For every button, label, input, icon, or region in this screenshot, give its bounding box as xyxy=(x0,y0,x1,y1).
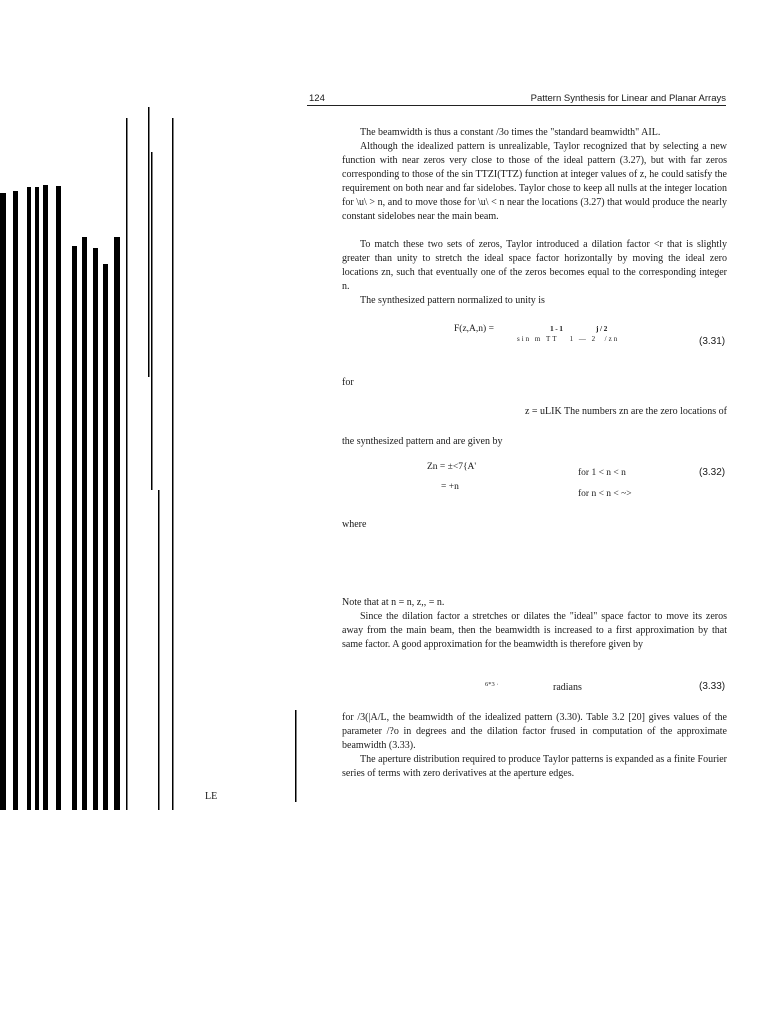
paragraph-beamwidth: The beamwidth is thus a constant /3o times the "standard beamwidth" AIL. xyxy=(360,127,661,138)
equation-3-31-lhs: F(z,A,n) = xyxy=(454,324,494,334)
scan-bar xyxy=(103,264,108,810)
equation-3-32-condition2: for n < n < ~> xyxy=(578,489,632,499)
equation-3-32-condition1: for 1 < n < n xyxy=(578,468,626,478)
scan-bar xyxy=(72,246,77,810)
paragraph-synthesized-pattern: The synthesized pattern normalized to unity is xyxy=(360,295,545,306)
scan-bar xyxy=(56,186,61,810)
scan-bar xyxy=(13,191,18,810)
scan-line xyxy=(151,152,153,490)
scan-bar xyxy=(93,248,98,810)
paragraph-dilation-factor: To match these two sets of zeros, Taylor introduced a dilation factor <r that is slightly greater than unity to stretch the ideal space factor horizontally by moving the ideal zero locations zn, such that eventually one of the zeros becomes equal to the corresponding integer n. xyxy=(342,239,727,293)
equation-3-33-unit: radians xyxy=(553,682,582,693)
equation-3-31-top1: 1-1 xyxy=(550,324,565,333)
scan-bar xyxy=(82,237,87,810)
equation-number-3-31: (3.31) xyxy=(699,336,726,347)
scan-line xyxy=(126,118,128,810)
word-where: where xyxy=(342,519,367,530)
equation-3-33-fragment: 6*3 · xyxy=(485,681,499,688)
scan-bar xyxy=(35,187,39,810)
margin-text: LE xyxy=(205,791,218,802)
scan-bar xyxy=(0,193,6,810)
equation-number-3-32: (3.32) xyxy=(699,467,726,478)
scan-bar xyxy=(27,187,31,810)
scan-line xyxy=(295,710,297,802)
paragraph-table-reference: for /3(|A/L, the beamwidth of the idealized pattern (3.30). Table 3.2 [20] gives values of the parameter /?o in degrees and the dilation factor frused in computation of the approximate beamwidth (3.33). xyxy=(342,712,727,752)
scan-bar xyxy=(114,237,120,810)
running-title: Pattern Synthesis for Linear and Planar Arrays xyxy=(530,93,726,104)
scan-bar xyxy=(43,185,48,810)
header-rule xyxy=(307,105,726,106)
paragraph-taylor-zeros: Although the idealized pattern is unrealizable, Taylor recognized that by selecting a new function with near zeros very close to those of the ideal pattern (3.27), but with far zeros corresponding to those of the sin TTZI(TTZ) function at integer values of z, he could satisfy the requirement on both near and far sidelobes. Taylor chose to keep all nulls at the integer location for \u\ > n, and to move those for \u\ < n near the locations (3.27) that would produce the nearly constant sidelobes near the main beam. xyxy=(342,141,727,223)
scan-line xyxy=(172,118,174,810)
page-number: 124 xyxy=(309,93,325,104)
scan-line xyxy=(158,490,160,810)
word-for: for xyxy=(342,377,354,388)
paragraph-given-by: the synthesized pattern and are given by xyxy=(342,436,503,447)
equation-3-32-line1: Zn = ±<7{A' xyxy=(427,462,477,472)
paragraph-note: Note that at n = n, z,, = n. xyxy=(342,597,445,608)
zero-locations-line: z = uLIK The numbers zn are the zero locations of xyxy=(524,406,727,417)
paragraph-aperture-distribution: The aperture distribution required to produce Taylor patterns is expanded as a finite Fourier series of terms with zero derivatives at the aperture edges. xyxy=(342,754,727,780)
paragraph-beamwidth-increase: Since the dilation factor a stretches or dilates the "ideal" space factor to move its zeros away from the main beam, then the beamwidth is increased to a first approximation by that same factor. A good approximation for the beamwidth is therefore given by xyxy=(342,611,727,651)
scan-line xyxy=(148,107,150,377)
equation-3-31-top2: j/2 xyxy=(596,324,609,333)
scan-bars xyxy=(0,0,300,1024)
equation-3-32-line2: = +n xyxy=(441,482,459,492)
equation-number-3-33: (3.33) xyxy=(699,681,726,692)
equation-3-31-bottom: sin m TT 1 — 2 /zn xyxy=(517,335,620,343)
